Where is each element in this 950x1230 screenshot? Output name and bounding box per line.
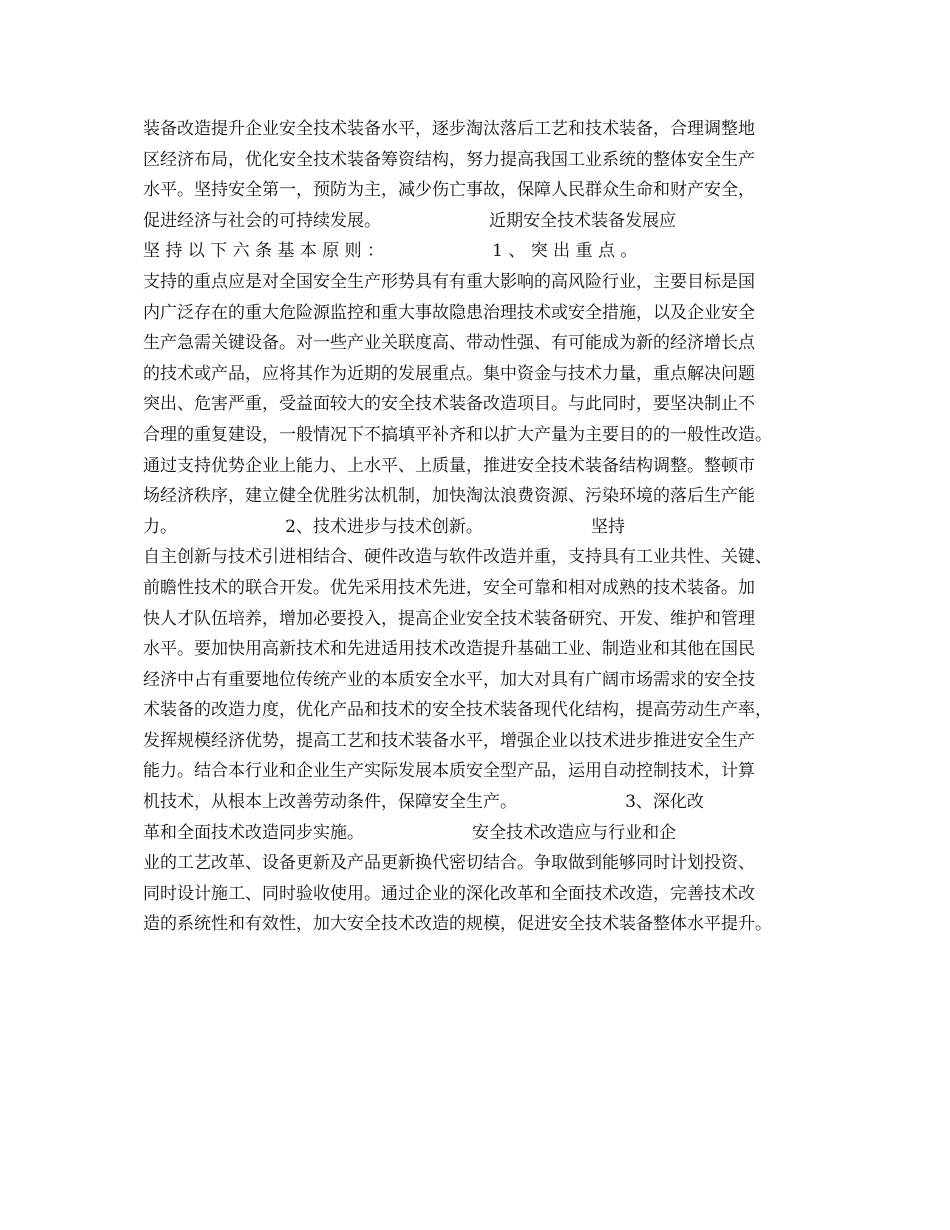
text-line-18: 水平。要加快用高新技术和先进适用技术改造提升基础工业、制造业和其他在国民: [143, 639, 755, 660]
text-line-4: 促进经济与社会的可持续发展。 近期安全技术装备发展应: [143, 210, 677, 231]
text-line-15: 自主创新与技术引进相结合、硬件改造与软件改造并重，支持具有工业共性、关键、: [143, 547, 772, 568]
text-line-23: 机技术，从根本上改善劳动条件，保障安全生产。 3、深化改: [143, 792, 704, 813]
text-line-5: 坚 持 以 下 六 条 基 本 原 则 ： 1 、 突 出 重 点 。: [143, 241, 638, 262]
text-line-20: 术装备的改造力度，优化产品和技术的安全技术装备现代化结构，提高劳动生产率，: [143, 700, 772, 721]
text-line-17: 快人才队伍培养，增加必要投入，提高企业安全技术装备研究、开发、维护和管理: [143, 608, 755, 629]
body-text: [143, 114, 823, 940]
text-line-14: 力。 2、技术进步与技术创新。 坚持: [143, 516, 625, 537]
text-line-25: 业的工艺改革、设备更新及产品更新换代密切结合。争取做到能够同时计划投资、: [143, 853, 755, 874]
text-line-16: 前瞻性技术的联合开发。优先采用技术先进，安全可靠和相对成熟的技术装备。加: [143, 577, 755, 598]
text-line-9: 的技术或产品，应将其作为近期的发展重点。集中资金与技术力量，重点解决问题: [143, 363, 755, 384]
text-line-3: 水平。坚持安全第一，预防为主，减少伤亡事故，保障人民群众生命和财产安全，: [143, 180, 755, 201]
text-line-27: 造的系统性和有效性，加大安全技术改造的规模，促进安全技术装备整体水平提升。: [143, 914, 772, 935]
text-line-13: 场经济秩序，建立健全优胜劣汰机制，加快淘汰浪费资源、污染环境的落后生产能: [143, 486, 755, 507]
text-line-24: 革和全面技术改造同步实施。 安全技术改造应与行业和企: [143, 822, 677, 843]
text-line-10: 突出、危害严重，受益面较大的安全技术装备改造项目。与此同时，要坚决制止不: [143, 394, 755, 415]
text-line-21: 发挥规模经济优势，提高工艺和技术装备水平，增强企业以技术进步推进安全生产: [143, 730, 755, 751]
text-line-1: 装备改造提升企业安全技术装备水平，逐步淘汰落后工艺和技术装备，合理调整地: [143, 119, 755, 139]
text-line-26: 同时设计施工、同时验收使用。通过企业的深化改革和全面技术改造，完善技术改: [143, 883, 755, 904]
text-line-2: 区经济布局，优化安全技术装备筹资结构，努力提高我国工业系统的整体安全生产: [143, 149, 755, 170]
text-line-22: 能力。结合本行业和企业生产实际发展本质安全型产品，运用自动控制技术，计算: [143, 761, 755, 782]
text-line-6: 支持的重点应是对全国安全生产形势具有有重大影响的高风险行业，主要目标是国: [143, 271, 755, 292]
text-line-8: 生产急需关键设备。对一些产业关联度高、带动性强、有可能成为新的经济增长点: [143, 333, 755, 354]
text-line-12: 通过支持优势企业上能力、上水平、上质量，推进安全技术装备结构调整。整顿市: [143, 455, 755, 476]
text-line-19: 经济中占有重要地位传统产业的本质安全水平，加大对具有广阔市场需求的安全技: [143, 669, 755, 690]
text-line-7: 内广泛存在的重大危险源监控和重大事故隐患治理技术或安全措施，以及企业安全: [143, 302, 755, 323]
text-line-11: 合理的重复建设，一般情况下不搞填平补齐和以扩大产量为主要目的的一般性改造。: [143, 424, 772, 445]
